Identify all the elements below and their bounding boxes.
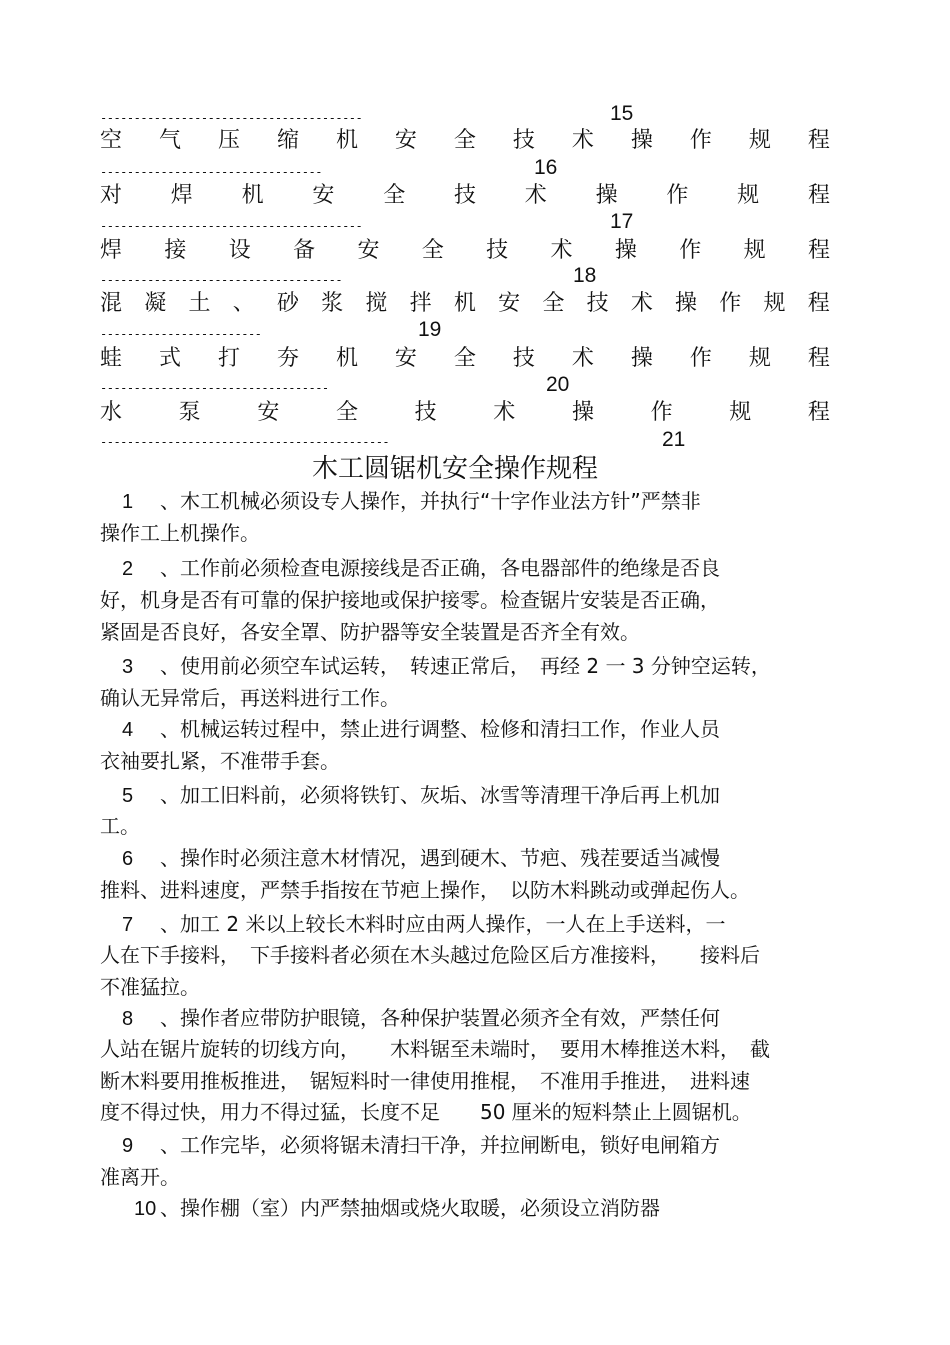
paragraph-line [122,780,720,811]
paragraph-number: 7 [122,914,134,936]
paragraph-line [100,1066,750,1096]
paragraph-text: 工。 [100,814,140,838]
paragraph-number: 3 [122,656,134,678]
toc-entry-title: 蛙 式 打 夯 机 安 全 技 术 操 作 规 程 [100,346,830,371]
toc-leader-dashes: ------------------------------------------- [100,436,390,449]
paragraph-text: 不准猛拉。 [100,975,200,999]
toc-page-number: 20 [546,373,570,396]
paragraph-text: 、操作时必须注意木材情况，遇到硬木、节疤、残茬要适当减慢 [160,846,720,870]
paragraph-text: 人站在锯片旋转的切线方向， 木料锯至未端时， 要用木棒推送木料， 截 [100,1037,770,1061]
paragraph-text: 断木料要用推板推进， 锯短料时一律使用推棍， 不准用手推进， 进料速 [100,1069,750,1093]
paragraph-text: 、操作棚（室）内严禁抽烟或烧火取暖，必须设立消防器 [160,1196,660,1220]
paragraph-number: 6 [122,848,134,870]
paragraph-text: 、机械运转过程中，禁止进行调整、检修和清扫工作，作业人员 [160,717,720,741]
paragraph-line [122,651,771,682]
paragraph-number: 2 [122,558,134,580]
toc-page-number: 21 [662,428,686,451]
toc-leader-dashes: --------------------------------------- [100,220,363,233]
paragraph-line [100,518,260,548]
paragraph-text: 准离开。 [100,1165,180,1189]
paragraph-line [100,972,200,1002]
paragraph-line [100,940,760,970]
paragraph-line [122,1003,720,1034]
toc-leader-dashes: --------------------------------------- [100,112,363,125]
paragraph-text: 推料、进料速度，严禁手指按在节疤上操作， 以防木料跳动或弹起伤人。 [100,878,750,902]
paragraph-line [100,1034,770,1064]
paragraph-number: 5 [122,785,134,807]
toc-page-number: 18 [573,264,597,287]
paragraph-number: 8 [122,1008,134,1030]
paragraph-text: 操作工上机操作。 [100,521,260,545]
paragraph-text: 确认无异常后，再送料进行工作。 [100,686,400,710]
paragraph-text: 、加工 2 米以上较长木料时应由两人操作，一人在上手送料，一 [160,912,726,936]
toc-entry-title: 焊 接 设 备 安 全 技 术 操 作 规 程 [100,238,830,263]
page-title: 木工圆锯机安全操作规程 [311,454,598,484]
toc-entry-title: 混 凝 土 、 砂 浆 搅 拌 机 安 全 技 术 操 作 规 程 [100,291,830,316]
toc-entry-title: 水 泵 安 全 技 术 操 作 规 程 [100,400,830,425]
paragraph-line [100,811,140,841]
paragraph-number: 1 [122,491,134,513]
paragraph-text: 紧固是否良好，各安全罩、防护器等安全装置是否齐全有效。 [100,620,640,644]
paragraph-text: 、工作完毕，必须将锯未清扫干净，并拉闸断电，锁好电闸箱方 [160,1133,720,1157]
paragraph-text: 、工作前必须检查电源接线是否正确，各电器部件的绝缘是否良 [160,556,720,580]
paragraph-line [122,1130,720,1161]
paragraph-text: 、木工机械必须设专人操作，并执行“十字作业法方针”严禁非 [160,489,701,513]
paragraph-text: 、使用前必须空车试运转， 转速正常后， 再经 2 一 3 分钟空运转， [160,654,771,678]
toc-leader-dashes: --------------------------------- [100,166,322,179]
toc-page-number: 19 [418,318,442,341]
toc-leader-dashes: ---------------------------------- [100,382,329,395]
paragraph-line [100,683,400,713]
paragraph-number: 10 [134,1198,157,1220]
paragraph-number: 4 [122,719,134,741]
paragraph-text: 、操作者应带防护眼镜，各种保护装置必须齐全有效，严禁任何 [160,1006,720,1030]
paragraph-line [122,553,720,584]
toc-page-number: 15 [610,102,634,125]
paragraph-line [100,617,640,647]
toc-page-number: 16 [534,156,558,179]
paragraph-text: 衣袖要扎紧，不准带手套。 [100,749,340,773]
paragraph-line [100,585,720,615]
paragraph-text: 好，机身是否有可靠的保护接地或保护接零。检查锯片安装是否正确， [100,588,720,612]
paragraph-line [122,909,725,940]
paragraph-line [100,875,750,905]
toc-page-number: 17 [610,210,634,233]
toc-entry-title: 对 焊 机 安 全 技 术 操 作 规 程 [100,183,830,208]
paragraph-line [122,714,720,745]
paragraph-number: 9 [122,1135,134,1157]
paragraph-text: 人在下手接料， 下手接料者必须在木头越过危险区后方准接料， 接料后 [100,943,760,967]
paragraph-line [100,1097,752,1127]
paragraph-text: 度不得过快，用力不得过猛，长度不足 50 厘米的短料禁止上圆锯机。 [100,1100,752,1124]
toc-leader-dashes: ------------------------------------ [100,274,343,287]
toc-leader-dashes: ------------------------ [100,328,262,341]
paragraph-text: 、加工旧料前，必须将铁钉、灰垢、冰雪等清理干净后再上机加 [160,783,720,807]
toc-entry-title: 空 气 压 缩 机 安 全 技 术 操 作 规 程 [100,128,830,153]
paragraph-line [134,1193,660,1224]
paragraph-line [122,486,701,517]
paragraph-line [100,746,340,776]
paragraph-line [100,1162,180,1192]
paragraph-line [122,843,720,874]
